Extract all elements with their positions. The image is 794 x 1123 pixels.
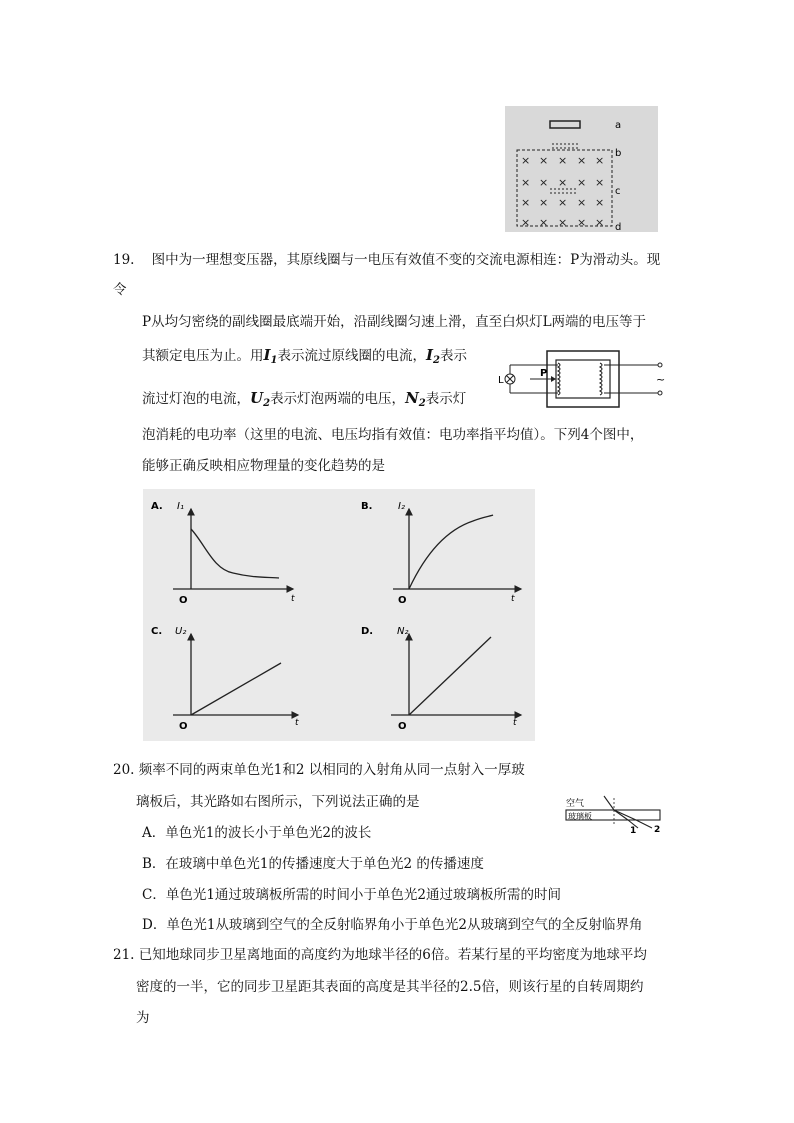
q20-option-a: A．单色光1的波长小于单色光2的波长 [142,825,372,841]
svg-text:×: × [521,154,531,167]
transformer-circuit-figure [500,345,670,413]
svg-text:×: × [595,216,605,229]
q20-stem-2: 璃板后，其光路如右图所示，下列说法正确的是 [136,794,420,810]
graph-d-ylabel: N₂ [397,626,409,637]
svg-text:×: × [577,154,587,167]
terminal-top [658,363,662,367]
label-a: a [615,120,622,131]
svg-text:×: × [558,176,568,189]
graph-d-xlabel: t [513,718,517,728]
air-label: 空气 [566,799,585,809]
q19-line-1b: 令 [113,282,127,298]
ray-2 [636,820,652,828]
q19-line-3-a: 其额定电压为止。用 [142,348,264,364]
svg-text:×: × [521,196,531,209]
q21-line-3: 为 [136,1010,150,1026]
secondary-coil [558,363,560,395]
q19-line-4 [142,388,466,414]
field-crosses [521,154,604,229]
svg-text:×: × [539,196,549,209]
graph-b-curve [409,515,493,589]
q19-line-4-b: 表示灯泡两端的电压， [270,391,406,407]
svg-text:×: × [577,216,587,229]
symbol-I2-sub: 2 [433,355,440,366]
svg-text:×: × [521,216,531,229]
q20-stem-1: 20. 频率不同的两束单色光1和2 以相同的入射角从同一点射入一厚玻 [113,762,525,778]
graph-a-xlabel: t [291,594,295,604]
q21-line-1: 21. 已知地球同步卫星离地面的高度约为地球半径的6倍。若某行星的平均密度为地球平均 [113,947,647,963]
slider-arrow-icon [551,376,556,382]
label-b: b [615,148,622,159]
q19-line-3 [142,345,467,371]
q19-line-4-c: 表示灯 [425,391,467,407]
symbol-U2-sub: 2 [263,398,271,409]
ray-2-label: 2 [654,825,661,835]
q21-line-2: 密度的一半，它的同步卫星距其表面的高度是其半径的2.5倍，则该行星的自转周期约 [136,979,644,995]
label-c: c [615,186,621,197]
graph-c-ylabel: U₂ [175,626,187,637]
graph-b-option: B. [361,501,373,512]
incident-ray [604,796,614,810]
graph-c-xlabel: t [295,718,299,728]
svg-text:×: × [595,154,605,167]
lamp-label: L [498,375,504,386]
graph-a-option: A. [151,501,163,512]
graph-c-line [191,663,281,715]
svg-text:×: × [539,176,549,189]
svg-text:×: × [539,154,549,167]
symbol-I2: I [426,346,434,364]
label-d: d [615,222,622,233]
coil-a [550,121,580,128]
graph-a-ylabel: I₁ [177,501,184,512]
q19-graphs [143,489,535,741]
q20-option-d: D．单色光1从玻璃到空气的全反射临界角小于单色光2从玻璃到空气的全反射临界角 [142,917,643,933]
magnetic-field-figure [505,106,658,232]
q19-line-2: P从均匀密绕的副线圈最底端开始，沿副线圈匀速上滑，直至白炽灯L两端的电压等于 [142,314,647,330]
symbol-I1-sub: 1 [270,355,278,366]
slider-label: P [540,368,548,379]
graph-d-option: D. [361,626,374,637]
symbol-U2: U [250,389,264,407]
q19-line-4-a: 流过灯泡的电流， [142,391,250,407]
svg-text:×: × [595,196,605,209]
svg-text:×: × [577,176,587,189]
graph-d-origin: O [398,721,407,732]
q19-number: 19. [113,252,135,268]
glass-plate-figure [566,796,674,834]
graph-d [361,626,521,732]
graph-b-origin: O [398,595,407,606]
terminal-bottom [658,391,662,395]
symbol-I1: I [263,346,271,364]
symbol-N2: N [405,389,419,407]
svg-text:×: × [539,216,549,229]
symbol-N2-sub: 2 [418,398,426,409]
graph-c-origin: O [179,721,188,732]
q19-line-3-b: 表示流过原线圈的电流， [277,348,426,364]
q20-option-b: B．在玻璃中单色光1的传播速度大于单色光2 的传播速度 [142,856,484,872]
graph-b-xlabel: t [511,594,515,604]
q19-line-1 [113,250,660,270]
graph-b [361,501,521,606]
primary-coil [600,363,602,395]
graph-b-ylabel: I₂ [398,501,405,512]
svg-text:×: × [558,196,568,209]
graph-a-origin: O [179,595,188,606]
svg-text:×: × [558,154,568,167]
q19-line-6: 能够正确反映相应物理量的变化趋势的是 [142,458,385,474]
graph-d-line [409,637,491,715]
glass-label: 玻璃板 [568,812,592,821]
svg-text:×: × [577,196,587,209]
svg-text:×: × [521,176,531,189]
svg-text:×: × [595,176,605,189]
ray-1-label: 1 [630,826,637,836]
graph-c [151,626,299,732]
q19-line-3-c: 表示 [440,348,467,364]
q20-option-c: C．单色光1通过玻璃板所需的时间小于单色光2通过玻璃板所需的时间 [142,887,562,903]
q19-line-5: 泡消耗的电功率（这里的电流、电压均指有效值：电功率指平均值）。下列4个图中， [142,427,644,443]
graph-a [151,501,295,606]
ac-source-icon: ~ [656,373,666,386]
q19-text-1: 图中为一理想变压器，其原线圈与一电压有效值不变的交流电源相连：P为滑动头。现 [151,252,661,268]
graph-c-option: C. [151,626,163,637]
svg-text:×: × [558,216,568,229]
graph-a-curve [191,529,279,578]
